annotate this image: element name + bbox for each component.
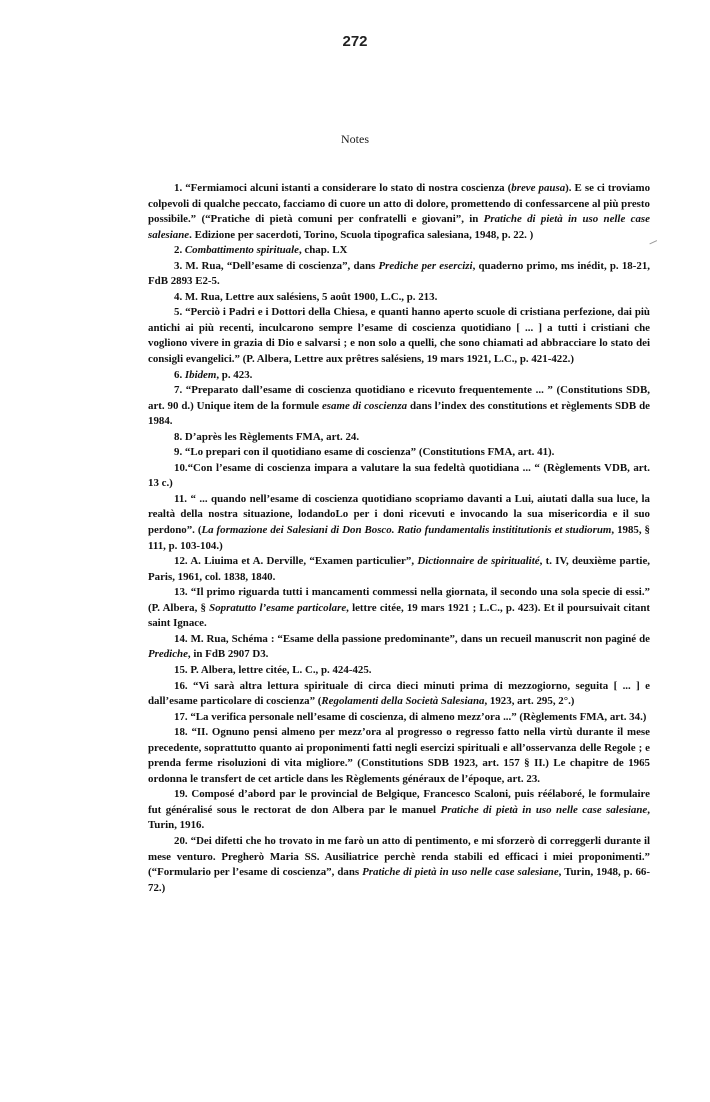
note-text: 18. “II. Ognuno pensi almeno per mezz’ora al progresso o regresso fatto nella virtù durante il mese precedente, soprattutto quanto ai proponimenti fatti negli esercizi spirituali e all’osservanza delle Regole ; e prenda ferme risoluzioni di vita migliore.” (Constitutions SDB 1923, art. 157 § II.) Le chapitre de 1965 ordonna le transfert de cet article dans les Règlements généraux de l’époque, art. 23. [148,726,650,785]
note-2 [148,243,650,259]
note-text: 5. “Perciò i Padri e i Dottori della Chiesa, e quanti hanno aperto scuole di cristiana perfezione, dai più antichi ai più recenti, inculcarono sempre l’esame di coscienza quotidiano [ ... ] a tutti i cristiani che vogliono vivere in grazia di Dio e salvarsi ; e non solo a quelli, che sono chiamati ad abbracciare lo stato dei consigli evangelici.” (P. Albera, Lettre aux prêtres salésiens, 19 mars 1921, L.C., p. 421-422.) [148,306,650,366]
note-text: , 1923, art. 295, 2°.) [484,695,575,708]
note-text: , in FdB 2907 D3. [187,648,269,661]
note-text: dans l’index des constitutions et règlements SDB de 1984. [148,399,650,428]
note-text: 11. “ ... quando nell’esame di coscienza quotidiano scopriamo davanti a Lui, aiutati dalla sua luce, la realtà della nostra situazione, lodandoLo per i doni ricevuti e invocando la sua misericordia e il suo perdono”. ( [148,492,650,537]
note-9 [148,445,650,461]
note-text: , p. 423. [216,368,253,381]
note-italic-text: Ibidem [184,368,217,381]
note-text: , chap. LX [298,244,348,257]
note-text: , lettre citée, 19 mars 1921 ; L.C., p. 423). Et il poursuivait citant saint Ignace. [148,601,651,630]
note-text: 10.“Con l’esame di coscienza impara a valutare la sua fedeltà quotidiana ... “ (Règlements VDB, art. 13 c.) [148,461,650,490]
note-12 [148,554,650,585]
note-text: 16. “Vi sarà altra lettura spirituale di circa dieci minuti prima di mezzogiorno, seguita [ ... ] e dall’esame particolare di coscienza” ( [148,679,650,708]
note-italic-text: La formazione dei Salesiani di Don Bosco. Ratio fundamentalis instititutionis et studiorum [201,524,612,537]
notes-list [148,181,650,896]
note-text: 7. “Preparato dall’esame di coscienza quotidiano e ricevuto frequentemente ... ” (Constitutions SDB, art. 90 d.) Unique item de la formule [148,384,650,412]
note-18 [148,725,650,787]
note-text: . Edizione per sacerdoti, Torino, Scuola tipografica salesiana, 1948, p. 22. ) [189,228,534,241]
note-text: ). E se ci troviamo colpevoli di qualche peccato, facciamo di cuore un atto di dolore, promettendo di confessarcene al più presto possibile.” (“Pratiche di pietà comuni per confratelli e giovani”, in [148,182,651,226]
note-11 [148,492,650,554]
note-text: , 1985, § 111, p. 103-104.) [148,524,651,552]
note-text: 1. “Fermiamoci alcuni istanti a considerare lo stato di nostra coscienza ( [174,182,512,194]
note-italic-text: Regolamenti della Società Salesiana [321,695,485,708]
note-text: 20. “Dei difetti che ho trovato in me farò un atto di pentimento, e mi sforzerò di correggerli durante il mese venturo. Pregherò Maria SS. Ausiliatrice perchè renda stabili ed efficaci i miei proponimenti.” (“Formulario per l’esame di coscienza”, dans [148,834,650,879]
note-6 [148,368,650,384]
note-1 [148,181,650,243]
note-5 [148,305,650,367]
note-15 [148,663,650,679]
note-text: 2. [174,244,185,257]
note-text: 6. [174,368,185,381]
note-16 [148,679,650,710]
note-4 [148,290,650,306]
note-20 [148,834,650,896]
note-text: , Turin, 1916. [148,803,650,832]
note-3 [148,259,650,290]
note-text: , Turin, 1948, p. 66-72.) [148,866,650,894]
note-8 [148,430,650,446]
note-text: , t. IV, deuxième partie, Paris, 1961, col. 1838, 1840. [148,555,650,583]
note-14 [148,632,650,663]
section-title: Notes [341,132,369,146]
note-italic-text: esame di coscienza [321,399,408,412]
note-italic-text: Pratiche di pietà in uso nelle case salesiane [148,213,650,241]
note-italic-text: Sopratutto l’esame particolare [209,601,347,614]
note-text: 3. M. Rua, “Dell’esame di coscienza”, dans [174,259,379,272]
note-text: 15. P. Albera, lettre citée, L. C., p. 424-425. [174,663,372,676]
note-italic-text: Pratiche di pietà in uso nelle case salesiane [362,866,559,879]
note-italic-text: Combattimento spirituale [184,244,299,257]
note-text: 17. “La verifica personale nell’esame di coscienza, di almeno mezz’ora ...” (Règlements FMA, art. 34.) [174,710,647,723]
note-text: 12. A. Liuima et A. Derville, “Examen particulier”, [174,555,418,568]
note-17 [148,710,650,726]
note-italic-text: Prediche per esercizi [378,259,473,272]
note-italic-text: Dictionnaire de spiritualité [417,555,540,568]
note-italic-text: Prediche [148,648,188,661]
note-text: 19. Composé d’abord par le provincial de Belgique, Francesco Scaloni, puis réélaboré, le formulaire fut généralisé sous le rectorat de don Albera par le manuel [148,788,650,816]
note-10 [148,461,650,492]
note-text: , quaderno primo, ms inédit, p. 18-21, FdB 2893 E2-5. [148,259,650,288]
note-19 [148,787,650,834]
note-text: 14. M. Rua, Schéma : “Esame della passione predominante”, dans un recueil manuscrit non paginé de [174,632,650,645]
note-text: 9. “Lo prepari con il quotidiano esame di coscienza” (Constitutions FMA, art. 41). [174,446,555,459]
note-italic-text: Pratiche di pietà in uso nelle case salesiane [440,803,648,816]
note-text: 4. M. Rua, Lettre aux salésiens, 5 août 1900, L.C., p. 213. [174,290,438,303]
page-number: 272 [342,33,368,50]
note-italic-text: breve pausa [511,182,566,194]
note-text: 13. “Il primo riguarda tutti i mancamenti commessi nella giornata, il secondo una sola specie di essi.” (P. Albera, § [148,586,650,614]
note-text: 8. D’après les Règlements FMA, art. 24. [174,430,360,443]
note-7 [148,383,650,430]
note-13 [148,585,650,632]
